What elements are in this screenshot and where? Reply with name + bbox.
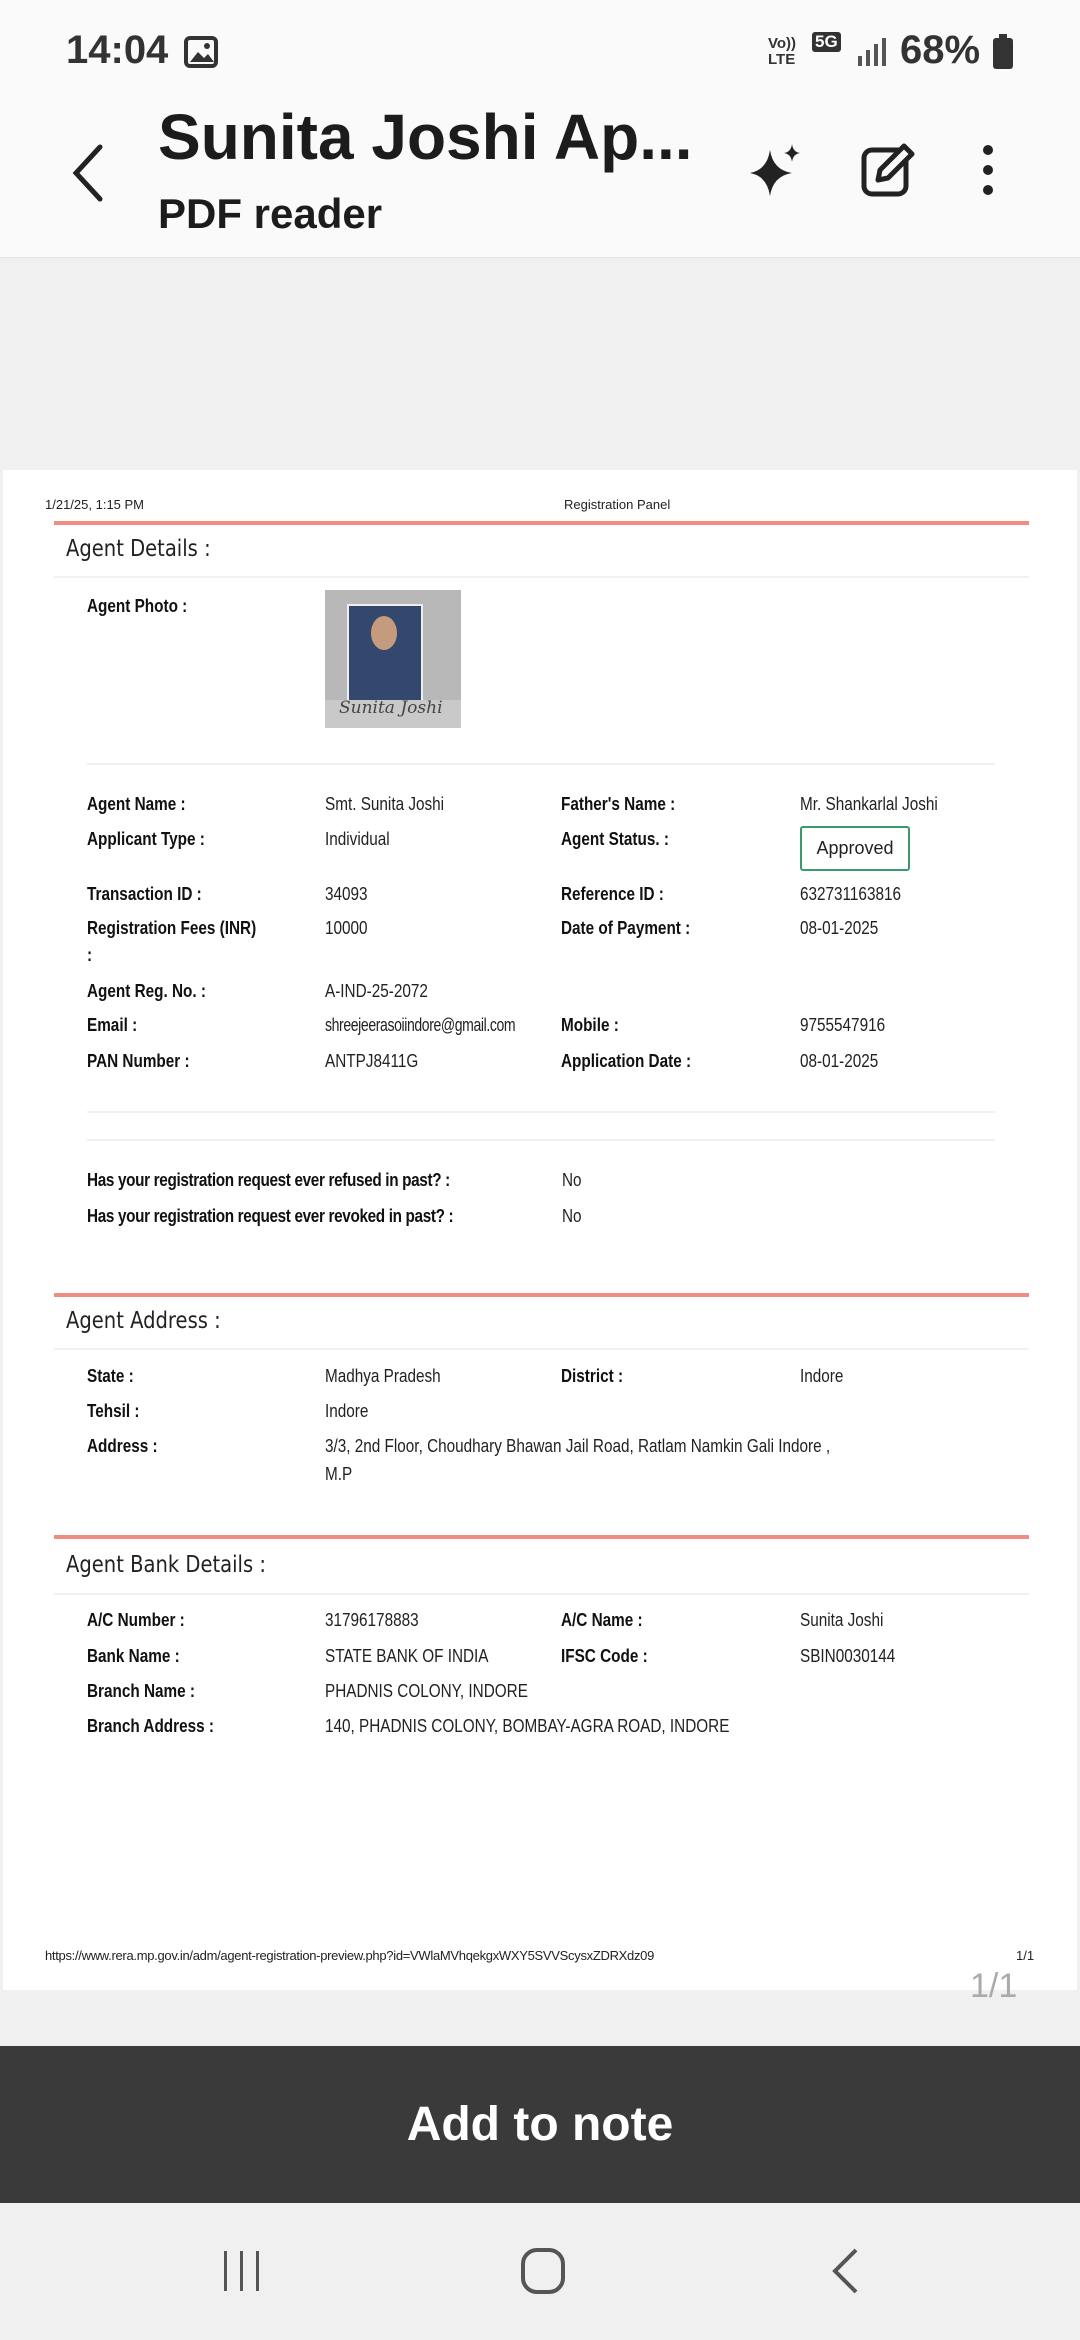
- section-divider: [54, 1293, 1029, 1297]
- field-label: Agent Status. :: [561, 829, 669, 849]
- account-name: Sunita Joshi: [800, 1610, 884, 1630]
- agent-photo-label: Agent Photo :: [87, 596, 188, 616]
- field-label: Branch Address :: [87, 1716, 214, 1736]
- volte-indicator: Vo)) LTE: [768, 35, 797, 68]
- mobile: 9755547916: [800, 1015, 886, 1035]
- agent-photo: [325, 590, 461, 728]
- address-line-1: 3/3, 2nd Floor, Choudhary Bhawan Jail Road, Ratlam Namkin Gali Indore ,: [325, 1436, 831, 1456]
- status-time: 14:04: [66, 28, 169, 72]
- divider: [87, 1111, 995, 1113]
- pdf-header-datetime: 1/21/25, 1:15 PM: [45, 497, 145, 512]
- field-label: Email :: [87, 1015, 138, 1035]
- field-label: IFSC Code :: [561, 1646, 648, 1666]
- field-label: Transaction ID :: [87, 884, 202, 904]
- question-answer: No: [562, 1170, 582, 1190]
- network-type: 5G: [812, 32, 841, 52]
- question-answer: No: [562, 1206, 582, 1226]
- field-label: Application Date :: [561, 1051, 692, 1071]
- field-label: District :: [561, 1366, 624, 1386]
- pdf-header-title: Registration Panel: [564, 497, 671, 512]
- ifsc-code: SBIN0030144: [800, 1646, 896, 1666]
- branch-name: PHADNIS COLONY, INDORE: [325, 1681, 528, 1701]
- status-bar: [0, 0, 1080, 95]
- agent-address-heading: Agent Address :: [66, 1308, 221, 1334]
- field-label: Branch Name :: [87, 1681, 195, 1701]
- applicant-type: Individual: [325, 829, 390, 849]
- photo-signature: Sunita Joshi: [339, 698, 443, 718]
- question-label: Has your registration request ever refused in past? :: [87, 1170, 450, 1190]
- field-label: Date of Payment :: [561, 918, 691, 938]
- divider: [54, 576, 1029, 578]
- pdf-footer-page: 1/1: [1016, 1948, 1035, 1963]
- registration-fees: 10000: [325, 918, 368, 938]
- pan-number: ANTPJ8411G: [325, 1051, 419, 1071]
- field-label: Agent Name :: [87, 794, 186, 814]
- agent-reg-no: A-IND-25-2072: [325, 981, 428, 1001]
- field-label: Registration Fees (INR): [87, 918, 257, 938]
- field-label: A/C Number :: [87, 1610, 185, 1630]
- transaction-id: 34093: [325, 884, 368, 904]
- field-label: PAN Number :: [87, 1051, 190, 1071]
- field-label: A/C Name :: [561, 1610, 643, 1630]
- ai-sparkle-icon[interactable]: [748, 142, 804, 198]
- field-label: Mobile :: [561, 1015, 619, 1035]
- page-indicator: 1/1: [970, 1967, 1018, 2005]
- home-icon[interactable]: [520, 2247, 566, 2295]
- signal-icon: [856, 36, 888, 66]
- nav-back-icon[interactable]: [830, 2247, 860, 2295]
- status-badge: [800, 826, 910, 871]
- more-options-icon[interactable]: [978, 144, 998, 196]
- navigation-bar: [0, 2203, 1080, 2340]
- field-label-colon: :: [87, 945, 93, 965]
- edit-icon[interactable]: [860, 142, 916, 198]
- add-to-note-button[interactable]: [0, 2046, 1080, 2203]
- field-label: Address :: [87, 1436, 158, 1456]
- divider: [54, 1593, 1029, 1595]
- section-divider: [54, 1535, 1029, 1539]
- date-of-payment: 08-01-2025: [800, 918, 879, 938]
- field-label: Agent Reg. No. :: [87, 981, 206, 1001]
- address-line-2: M.P: [325, 1464, 353, 1484]
- branch-address: 140, PHADNIS COLONY, BOMBAY-AGRA ROAD, INDORE: [325, 1716, 730, 1736]
- battery-icon: [992, 34, 1014, 70]
- tehsil: Indore: [325, 1401, 369, 1421]
- agent-details-heading: Agent Details :: [66, 536, 211, 562]
- question-label: Has your registration request ever revoked in past? :: [87, 1206, 454, 1226]
- document-title: Sunita Joshi Ap...: [158, 101, 693, 173]
- field-label: Reference ID :: [561, 884, 664, 904]
- section-divider: [54, 521, 1029, 525]
- field-label: Bank Name :: [87, 1646, 180, 1666]
- status-badge-text: Approved: [816, 838, 894, 858]
- gallery-notification-icon: [184, 36, 218, 68]
- district: Indore: [800, 1366, 844, 1386]
- add-to-note-label: Add to note: [406, 2098, 674, 2151]
- reference-id: 632731163816: [800, 884, 901, 904]
- divider: [54, 1348, 1029, 1350]
- state: Madhya Pradesh: [325, 1366, 441, 1386]
- account-number: 31796178883: [325, 1610, 419, 1630]
- bank-name: STATE BANK OF INDIA: [325, 1646, 489, 1666]
- field-label: Applicant Type :: [87, 829, 205, 849]
- field-label: Tehsil :: [87, 1401, 140, 1421]
- bank-details-heading: Agent Bank Details :: [66, 1552, 266, 1578]
- back-icon[interactable]: [70, 143, 106, 203]
- agent-name: Smt. Sunita Joshi: [325, 794, 445, 814]
- fathers-name: Mr. Shankarlal Joshi: [800, 794, 938, 814]
- app-subtitle: PDF reader: [158, 190, 383, 237]
- field-label: Father's Name :: [561, 794, 676, 814]
- pdf-footer-url: https://www.rera.mp.gov.in/adm/agent-registration-preview.php?id=VWlaMVhqekgxWXY5SVVScysxZDRXdz09: [45, 1948, 655, 1963]
- field-label: State :: [87, 1366, 134, 1386]
- battery-percent: 68%: [900, 28, 981, 72]
- application-date: 08-01-2025: [800, 1051, 879, 1071]
- pdf-page: [3, 470, 1077, 1990]
- divider: [87, 1139, 995, 1141]
- email: shreejeerasoiindore@gmail.com: [325, 1015, 516, 1035]
- divider: [87, 763, 995, 765]
- recent-apps-icon[interactable]: [220, 2249, 264, 2293]
